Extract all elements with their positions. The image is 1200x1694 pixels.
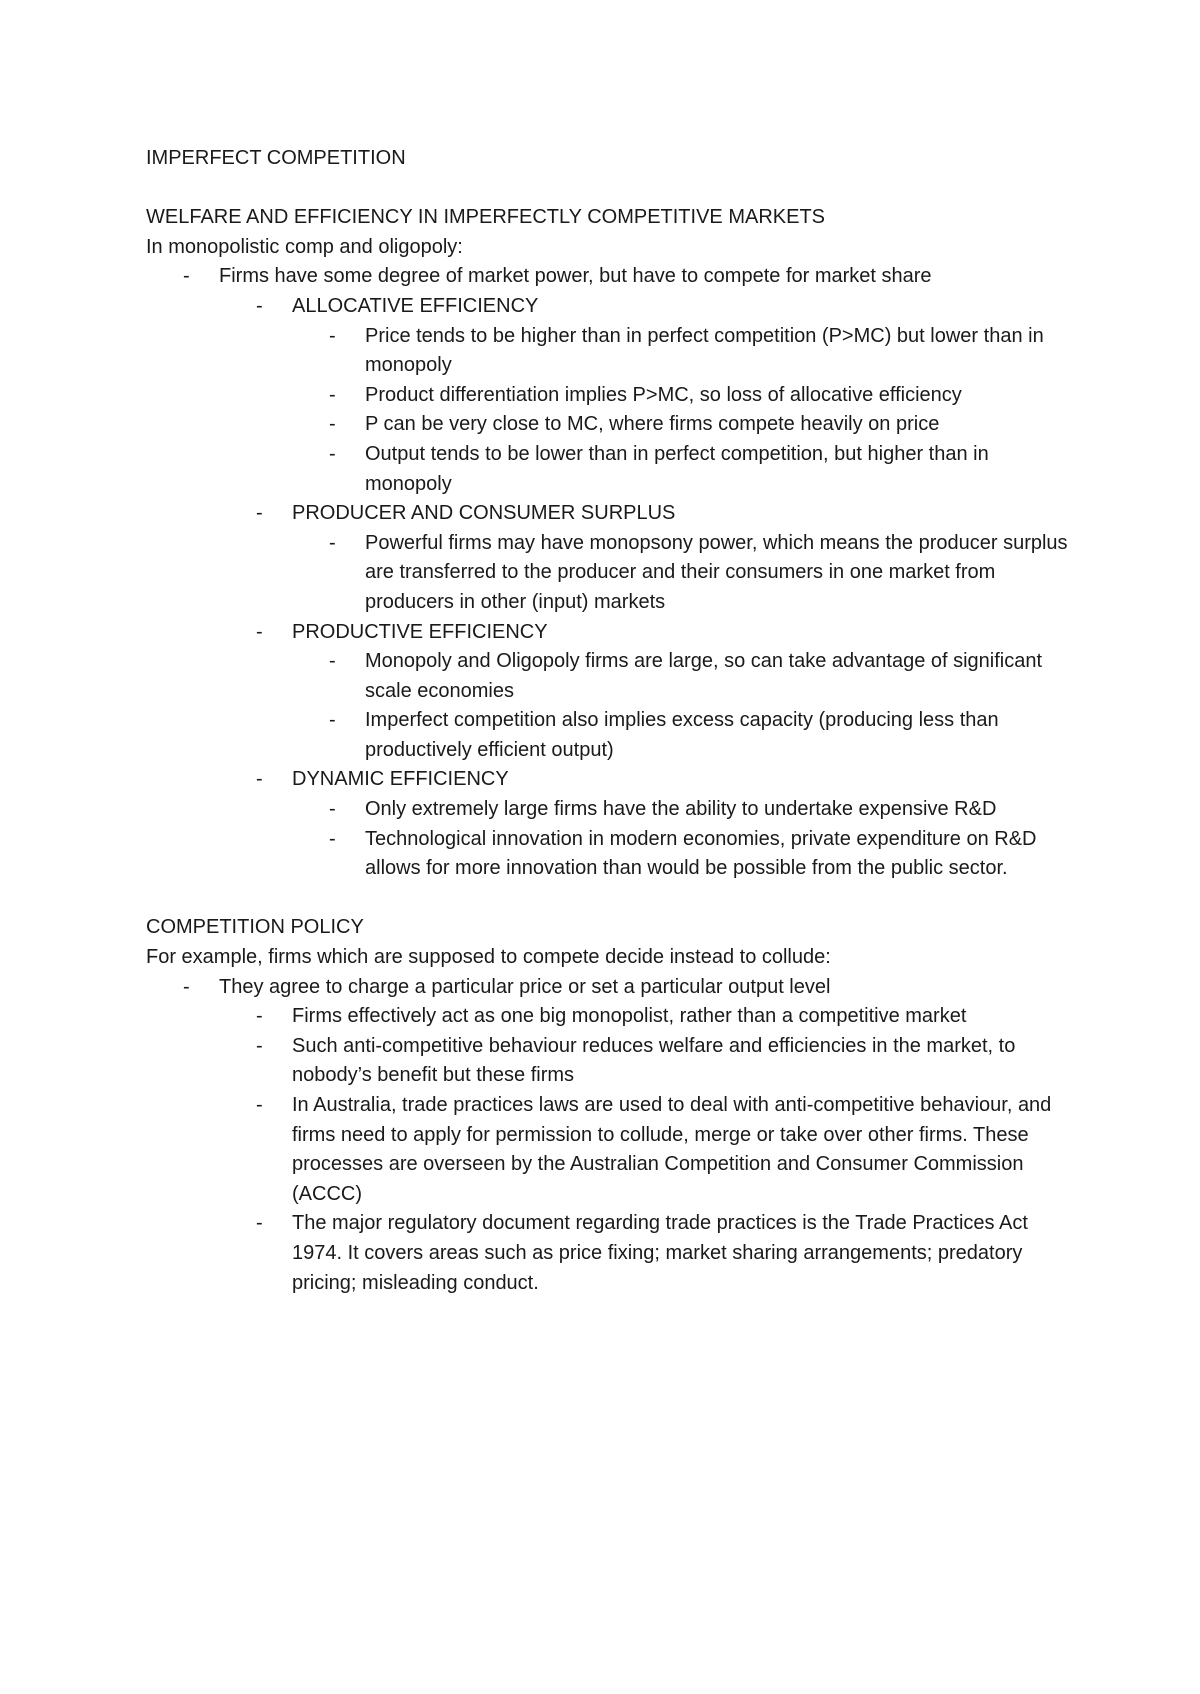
section-heading-competition-policy: COMPETITION POLICY [146, 916, 364, 939]
subheading-allocative-efficiency: - ALLOCATIVE EFFICIENCY [146, 292, 1076, 322]
subheading-productive-efficiency: - PRODUCTIVE EFFICIENCY [146, 618, 1076, 648]
bullet-dash: - [183, 265, 190, 288]
list-item: - Firms have some degree of market power, but have to compete for market share [146, 262, 1076, 292]
spacer [146, 884, 1076, 914]
bullet-dash: - [329, 383, 336, 406]
bullet-dash: - [329, 709, 336, 732]
bullet-dash: - [256, 1094, 263, 1116]
list-item: - Price tends to be higher than in perfect competition (P>MC) but lower than in monopoly [146, 322, 1076, 381]
subheading-producer-consumer-surplus: - PRODUCER AND CONSUMER SURPLUS [146, 499, 1076, 529]
document-title: IMPERFECT COMPETITION [146, 147, 406, 169]
list-item: - Only extremely large firms have the ability to undertake expensive R&D [146, 795, 1076, 825]
list-item: - Technological innovation in modern economies, private expenditure on R&D allows for more innovation than would be possible from the public sector. [146, 825, 1076, 884]
bullet-dash: - [256, 1005, 263, 1028]
bullet-dash: - [329, 798, 336, 821]
bullet-dash: - [256, 502, 263, 525]
bullet-dash: - [256, 620, 263, 643]
bullet-dash: - [329, 827, 336, 850]
subheading-dynamic-efficiency: - DYNAMIC EFFICIENCY [146, 765, 1076, 795]
list-item: - They agree to charge a particular price or set a particular output level [146, 973, 1076, 1003]
list-item: - Monopoly and Oligopoly firms are large, so can take advantage of significant scale economies [146, 647, 1076, 706]
bullet-dash: - [256, 768, 263, 791]
section-heading-welfare: WELFARE AND EFFICIENCY IN IMPERFECTLY COMPETITIVE MARKETS [146, 206, 825, 229]
bullet-dash: - [329, 442, 336, 465]
bullet-dash: - [256, 294, 263, 317]
spacer [146, 174, 1076, 204]
list-item: - Firms effectively act as one big monopolist, rather than a competitive market [146, 1002, 1076, 1032]
bullet-dash: - [256, 1034, 263, 1057]
bullet-dash: - [329, 531, 336, 554]
list-item: - P can be very close to MC, where firms compete heavily on price [146, 410, 1076, 440]
section-intro-welfare: In monopolistic comp and oligopoly: [146, 235, 463, 258]
document-page [146, 144, 1076, 1298]
list-item: - The major regulatory document regarding trade practices is the Trade Practices Act 1974. It covers areas such as price fixing; market sharing arrangements; predatory pricing; misleading conduct. [146, 1209, 1076, 1298]
list-item: - Imperfect competition also implies excess capacity (producing less than productively efficient output) [146, 706, 1076, 765]
bullet-dash: - [183, 975, 190, 998]
list-item: - In Australia, trade practices laws are used to deal with anti-competitive behaviour, and firms need to apply for permission to collude, merge or take over other firms. These processes are overseen by the Australian Competition and Consumer Commission (ACCC) [146, 1091, 1076, 1209]
bullet-dash: - [329, 324, 336, 347]
section-intro-competition-policy: For example, firms which are supposed to compete decide instead to collude: [146, 946, 831, 969]
list-item: - Such anti-competitive behaviour reduces welfare and efficiencies in the market, to nobody’s benefit but these firms [146, 1032, 1076, 1091]
bullet-dash: - [329, 413, 336, 436]
list-item: - Output tends to be lower than in perfect competition, but higher than in monopoly [146, 440, 1076, 499]
list-item: - Powerful firms may have monopsony power, which means the producer surplus are transferred to the producer and their consumers in one market from producers in other (input) markets [146, 529, 1076, 618]
bullet-dash: - [329, 650, 336, 673]
list-item: - Product differentiation implies P>MC, so loss of allocative efficiency [146, 381, 1076, 411]
bullet-dash: - [256, 1212, 263, 1235]
